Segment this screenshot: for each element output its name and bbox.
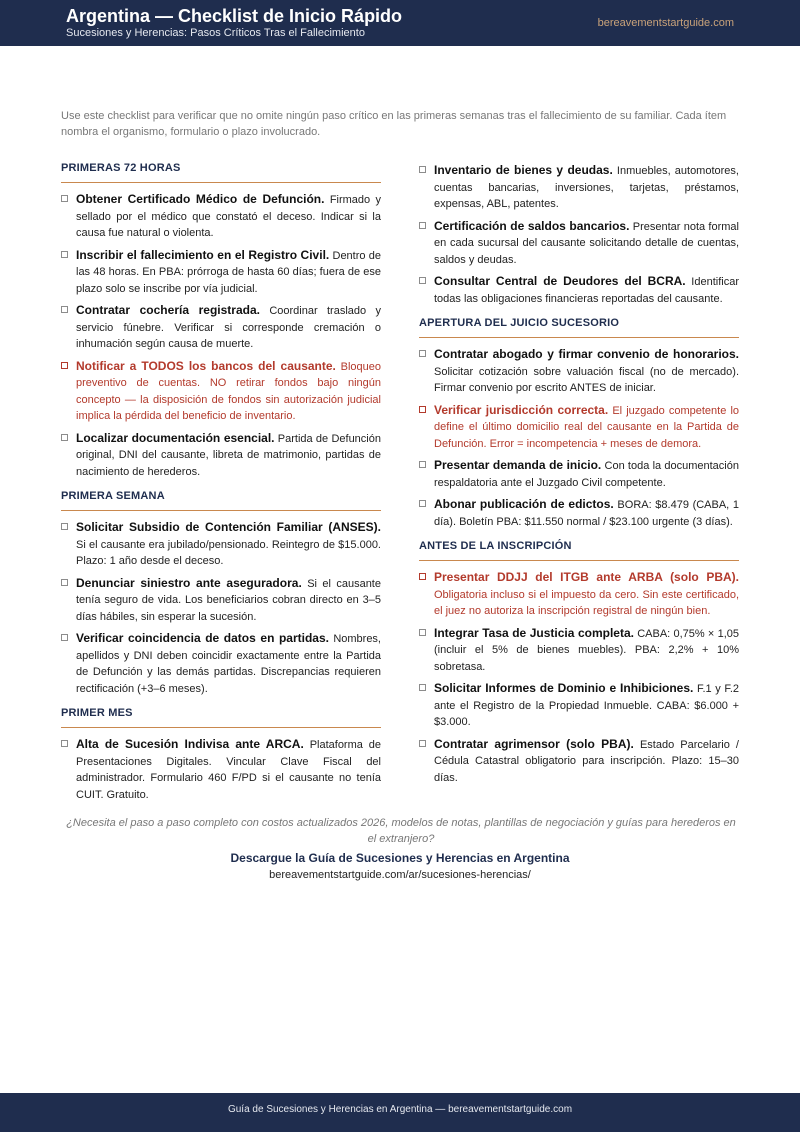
- item-title: Obtener Certificado Médico de Defunción.: [76, 192, 325, 206]
- section-title: ANTES DE LA INSCRIPCIÓN: [419, 540, 739, 561]
- checkbox-icon[interactable]: [419, 573, 426, 580]
- item-title: Verificar coincidencia de datos en partidas.: [76, 631, 329, 645]
- cta-url-link[interactable]: bereavementstartguide.com/ar/sucesiones-herencias/: [269, 869, 531, 881]
- checkbox-icon[interactable]: [419, 406, 426, 413]
- item-desc: Si el causante tenía seguro de vida. Los beneficiarios cobran directo en 3–5 días hábiles, sin esperar la sucesión.: [76, 577, 381, 623]
- section-title: PRIMER MES: [61, 707, 381, 728]
- item-title: Verificar jurisdicción correcta.: [434, 402, 609, 417]
- item-desc: Nombres, apellidos y DNI deben coincidir exactamente entre la Partida de Defunción y las demás partidas. Discrepancias requieren rectificación (+3–6 meses).: [76, 633, 381, 695]
- item-desc: Firmado y sellado por el médico que constató el deceso. Indicar si la causa fue natural o violenta.: [76, 194, 381, 239]
- checkbox-icon[interactable]: [61, 251, 68, 258]
- checkbox-icon[interactable]: [61, 195, 68, 202]
- item-desc: Partida de Defunción original, DNI del causante, libreta de matrimonio, partidas de nacimiento de herederos.: [76, 432, 381, 478]
- item-title: Solicitar Informes de Dominio e Inhibiciones.: [434, 681, 694, 695]
- checklist-item-alert[interactable]: [419, 402, 739, 453]
- checkbox-icon[interactable]: [61, 306, 68, 313]
- checklist-item[interactable]: [419, 496, 739, 530]
- item-title: Presentar DDJJ del ITGB ante ARBA (solo PBA).: [434, 570, 739, 584]
- item-desc: F.1 y F.2 ante el Registro de la Propiedad Inmueble. CABA: $6.000 + $3.000.: [434, 683, 739, 728]
- checklist-item[interactable]: [61, 302, 381, 353]
- item-desc: Con toda la documentación respaldatoria ante el Juzgado Civil competente.: [434, 460, 739, 489]
- checkbox-icon[interactable]: [419, 500, 426, 507]
- checklist-item[interactable]: [61, 736, 381, 803]
- item-title: Solicitar Subsidio de Contención Familiar (ANSES).: [76, 520, 381, 534]
- item-desc: Presentar nota formal en cada sucursal del causante solicitando detalle de cuentas, saldos y deudas.: [434, 220, 739, 266]
- checklist-item[interactable]: [61, 247, 381, 298]
- item-title: Certificación de saldos bancarios.: [434, 218, 630, 233]
- item-desc: Plataforma de Presentaciones Digitales. Vincular Clave Fiscal del administrador. Formulario 460 F/PD si el causante no tenía CUIT. Gratuito.: [76, 739, 382, 801]
- checkbox-icon[interactable]: [419, 277, 426, 284]
- item-desc: Inmuebles, automotores, cuentas bancarias, inversiones, tarjetas, préstamos, expensas, ABL, patentes.: [434, 165, 739, 210]
- checklist-item[interactable]: [61, 430, 381, 481]
- item-desc: Obligatoria incluso si el impuesto da cero. Sin este certificado, el juez no autoriza la inscripción registral de ningún bien.: [434, 588, 739, 617]
- checklist-item[interactable]: [419, 218, 739, 269]
- checklist-item[interactable]: [61, 191, 381, 242]
- item-desc: BORA: $8.479 (CABA, 1 día). Boletín PBA: $11.550 normal / $23.100 urgente (3 días).: [434, 499, 739, 528]
- page-subtitle: Sucesiones y Herencias: Pasos Críticos Tras el Fallecimiento: [66, 27, 365, 39]
- checkbox-icon[interactable]: [419, 222, 426, 229]
- checkbox-icon[interactable]: [419, 166, 426, 173]
- item-title: Inventario de bienes y deudas.: [434, 163, 613, 177]
- checkbox-icon[interactable]: [61, 362, 68, 369]
- checklist-item[interactable]: [419, 457, 739, 491]
- cta-title: Descargue la Guía de Sucesiones y Herencias en Argentina: [230, 851, 570, 865]
- item-desc: Bloqueo preventivo de cuentas. NO retirar fondos bajo ningún concepto — la disposición de fondos sin autorización judicial implica la pérdida del beneficio de inventario.: [76, 360, 381, 422]
- checklist-item[interactable]: [419, 162, 739, 213]
- header-site-link[interactable]: bereavementstartguide.com: [597, 17, 734, 29]
- item-desc: Coordinar traslado y servicio fúnebre. Verificar si corresponde cremación o inhumación según causa de muerte.: [76, 305, 381, 350]
- cta-note: ¿Necesita el paso a paso completo con costos actualizados 2026, modelos de notas, plantillas de negociación y guías para herederos en el extranjero?: [66, 817, 736, 845]
- checkbox-icon[interactable]: [419, 461, 426, 468]
- section-title: APERTURA DEL JUICIO SUCESORIO: [419, 317, 739, 338]
- item-title: Consultar Central de Deudores del BCRA.: [434, 274, 686, 288]
- item-title: Alta de Sucesión Indivisa ante ARCA.: [76, 737, 304, 751]
- page-header: [0, 0, 800, 46]
- item-title: Denunciar siniestro ante aseguradora.: [76, 575, 302, 590]
- checklist-item[interactable]: [419, 736, 739, 787]
- item-title: Contratar agrimensor (solo PBA).: [434, 736, 634, 751]
- item-desc: Si el causante era jubilado/pensionado. Reintegro de $15.000. Plazo: 1 año desde el deceso.: [76, 538, 381, 567]
- left-column: [61, 162, 381, 808]
- checkbox-icon[interactable]: [61, 740, 68, 747]
- section-title: PRIMERA SEMANA: [61, 490, 381, 511]
- item-desc: El juzgado competente lo define el último domicilio real del causante en la Partida de Defunción. Error = incompetencia + meses de demora.: [434, 404, 740, 450]
- item-desc: CABA: 0,75% × 1,05 (incluir el 5% de bienes muebles). PBA: 2,2% + 10% sobretasa.: [434, 627, 740, 673]
- item-desc: Estado Parcelario / Cédula Catastral obligatorio para inscripción. Plazo: 15–30 días.: [434, 738, 739, 784]
- checklist-item-alert[interactable]: [61, 358, 381, 425]
- section-title: PRIMERAS 72 HORAS: [61, 162, 381, 183]
- checklist-item[interactable]: [419, 680, 739, 731]
- checklist-item[interactable]: [419, 625, 739, 676]
- item-desc: Identificar todas las obligaciones financieras reportadas del causante.: [434, 276, 739, 305]
- checklist-item[interactable]: [61, 630, 381, 697]
- page-title: Argentina — Checklist de Inicio Rápido: [66, 6, 403, 26]
- item-title: Integrar Tasa de Justicia completa.: [434, 625, 634, 640]
- checkbox-icon[interactable]: [419, 684, 426, 691]
- item-desc: Dentro de las 48 horas. En PBA: prórroga de hasta 60 días; fuera de ese plazo solo se inscribe por vía judicial.: [76, 249, 382, 295]
- checklist-item[interactable]: [61, 575, 381, 626]
- item-title: Abonar publicación de edictos.: [434, 497, 614, 511]
- item-desc: Solicitar cotización sobre valuación fiscal (no de mercado). Firmar convenio por escrito ANTES de iniciar.: [434, 365, 739, 394]
- checkbox-icon[interactable]: [419, 740, 426, 747]
- item-title: Presentar demanda de inicio.: [434, 458, 602, 472]
- checkbox-icon[interactable]: [61, 579, 68, 586]
- checkbox-icon[interactable]: [61, 634, 68, 641]
- checkbox-icon[interactable]: [61, 523, 68, 530]
- item-title: Inscribir el fallecimiento en el Registro Civil.: [76, 247, 330, 262]
- checkbox-icon[interactable]: [419, 350, 426, 357]
- checklist-item[interactable]: [61, 519, 381, 570]
- item-title: Contratar abogado y firmar convenio de honorarios.: [434, 347, 739, 361]
- item-title: Localizar documentación esencial.: [76, 430, 275, 445]
- checklist-item[interactable]: [419, 273, 739, 307]
- intro-text: Use este checklist para verificar que no omite ningún paso crítico en las primeras semanas tras el fallecimiento de su familiar. Cada ítem nombra el organismo, formulario o plazo involucrado.: [61, 110, 727, 138]
- checklist-item-alert[interactable]: [419, 569, 739, 620]
- checklist-item[interactable]: [419, 346, 739, 397]
- page-footer: Guía de Sucesiones y Herencias en Argentina — bereavementstartguide.com: [0, 1093, 800, 1132]
- checkbox-icon[interactable]: [419, 629, 426, 636]
- item-title: Notificar a TODOS los bancos del causante.: [76, 358, 336, 373]
- checkbox-icon[interactable]: [61, 434, 68, 441]
- right-column: [419, 162, 739, 791]
- item-title: Contratar cochería registrada.: [76, 303, 260, 317]
